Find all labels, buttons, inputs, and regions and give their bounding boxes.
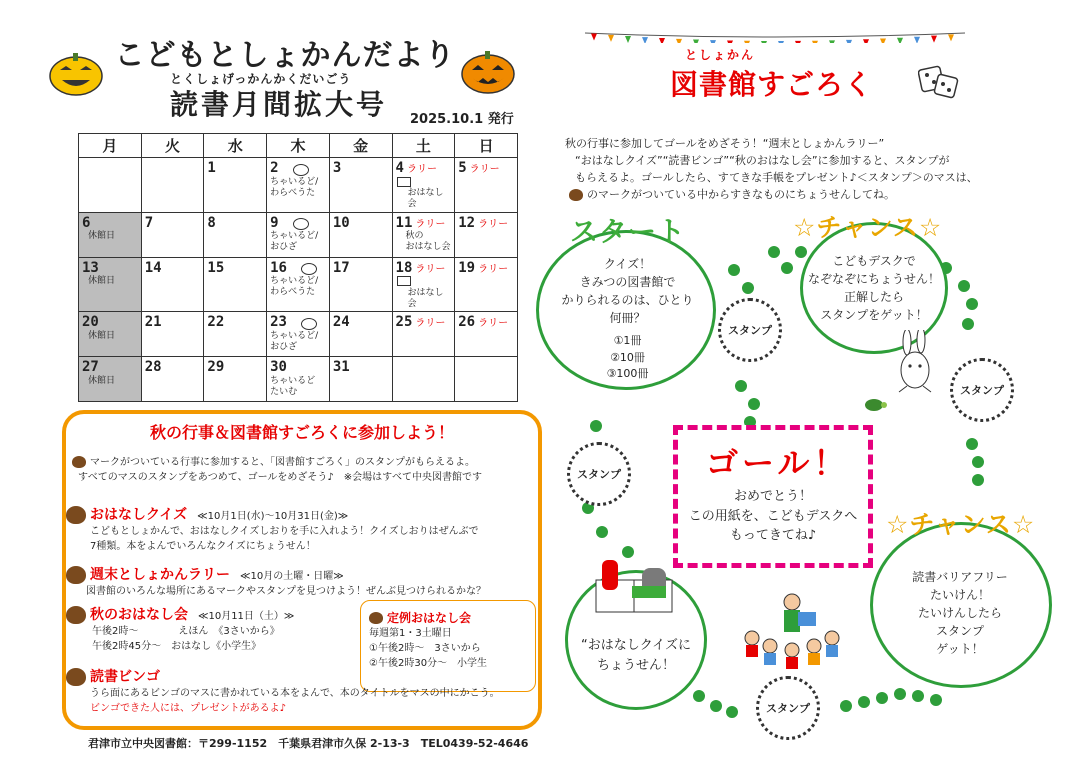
footer-address: 君津市立中央図書館：〒299-1152 千葉県君津市久保 2-13-3 TEL0439-52-4646 xyxy=(88,737,529,750)
calendar-day xyxy=(204,257,267,312)
stamp-space: スタンプ xyxy=(950,358,1014,422)
garland-flag xyxy=(948,34,954,41)
stamp-space: スタンプ xyxy=(567,442,631,506)
path-dot xyxy=(966,298,978,310)
day-number: 26 xyxy=(458,314,476,331)
garland-flag xyxy=(744,41,750,43)
rally-label: ラリー xyxy=(478,318,509,330)
sugoroku-title-ruby: としょかん xyxy=(685,48,756,62)
day-number: 29 xyxy=(207,359,225,376)
path-dot xyxy=(962,318,974,330)
day-number: 7 xyxy=(144,214,154,231)
autumn-title: 秋のおはなし会 xyxy=(90,607,188,623)
path-dot xyxy=(972,456,984,468)
bingo-title: 読書ビンゴ xyxy=(90,669,160,685)
autumn-line1: 午後2時～ えほん 《3さいから》 xyxy=(92,626,280,637)
teirei-line2: ①午後2時～ 3さいから xyxy=(369,643,481,654)
path-dot xyxy=(748,398,760,410)
calendar-day xyxy=(329,357,392,402)
sugoroku-intro-line2: “おはなしクイズ”“読書ビンゴ”“秋のおはなし会”に参加すると、スタンプが xyxy=(575,154,950,168)
calendar-day xyxy=(79,212,142,257)
rally-label: ラリー xyxy=(478,218,509,230)
garland-flag xyxy=(897,38,903,43)
calendar-day xyxy=(455,212,518,257)
day-number: 17 xyxy=(332,259,350,276)
day-number: 4 xyxy=(395,160,404,176)
turtle-illustration-icon xyxy=(862,396,888,416)
path-dot xyxy=(894,688,906,700)
garland-flag xyxy=(914,37,920,43)
chance-text-1: こどもデスクで なぞなぞにちょうせん！ 正解したら スタンプをゲット！ xyxy=(807,254,940,322)
calendar-day xyxy=(329,158,392,213)
calendar-event: 秋の おはなし会 xyxy=(405,231,451,253)
day-number: 3 xyxy=(332,160,342,176)
page-title: こどもとしょかんだより xyxy=(114,38,456,73)
autumn-line2: 午後2時45分～ おはなし《小学生》 xyxy=(92,641,262,652)
calendar-event: ちゃいるど/ わらべうた xyxy=(270,276,319,298)
weekday-header: 木 xyxy=(267,134,330,158)
calendar-day xyxy=(329,212,392,257)
rally-label: ラリー xyxy=(478,263,509,275)
calendar-week xyxy=(79,158,518,213)
path-dot xyxy=(693,690,705,702)
day-number: 31 xyxy=(332,359,350,376)
nut-icon xyxy=(66,506,86,524)
garland-flag xyxy=(591,33,597,40)
garland-flag xyxy=(795,41,801,43)
calendar-day xyxy=(204,357,267,402)
sugoroku-intro-line1: 秋の行事に参加してゴールをめざそう！“週末としょかんラリー” xyxy=(565,137,885,150)
path-dot xyxy=(972,474,984,486)
day-number: 15 xyxy=(207,259,225,276)
calendar-day xyxy=(329,312,392,357)
nut-icon xyxy=(66,668,86,686)
calendar-day xyxy=(141,212,204,257)
path-dot xyxy=(966,438,978,450)
goal-label: ゴール！ xyxy=(706,444,850,482)
path-dot xyxy=(781,262,793,274)
calendar-week xyxy=(79,312,518,357)
nut-icon xyxy=(369,612,383,624)
calendar-day xyxy=(79,158,142,213)
rally-title: 週末としょかんラリー xyxy=(90,567,230,583)
start-question: クイズ！ きみつの図書館で かりられるのは、ひとり 何冊？ xyxy=(561,257,694,325)
calendar-day xyxy=(141,312,204,357)
calendar-day xyxy=(79,257,142,312)
garland-flag xyxy=(693,40,699,43)
day-number: 18 xyxy=(395,259,413,276)
rally-label: ラリー xyxy=(406,164,437,175)
bingo-desc: うら面にあるビンゴのマスに書かれている本をよんで、本のタイトルをマスの中にかこう。 xyxy=(90,688,500,699)
day-number: 24 xyxy=(332,314,350,331)
calendar-day xyxy=(329,257,392,312)
speech-bubble-icon xyxy=(301,263,317,275)
speech-bubble-icon xyxy=(293,164,309,176)
calendar-event: ちゃいるど/ わらべうた xyxy=(270,176,319,198)
sugoroku-title: 図書館すごろく xyxy=(670,68,874,101)
calendar-day xyxy=(79,357,142,402)
calendar-day xyxy=(141,357,204,402)
calendar-day xyxy=(204,212,267,257)
garland-flag xyxy=(829,40,835,43)
issue-date: 2025.10.1 発行 xyxy=(410,112,514,127)
path-dot xyxy=(876,692,888,704)
day-number: 27 xyxy=(82,359,99,376)
garland-flag xyxy=(659,38,665,43)
day-number: 28 xyxy=(144,359,162,376)
rally-label: ラリー xyxy=(415,263,446,275)
day-number: 13 xyxy=(82,259,99,276)
calendar-day xyxy=(204,312,267,357)
rally-desc: 図書館のいろんな場所にあるマークやスタンプを見つけよう！ぜんぶ見つけられるかな？ xyxy=(86,586,486,597)
quiz-title: おはなしクイズ xyxy=(90,507,188,523)
path-dot xyxy=(622,546,634,558)
garland-flag xyxy=(608,35,614,42)
chance-text-2: 読書バリアフリー たいけん！ たいけんしたら スタンプ ゲット！ xyxy=(912,570,1008,656)
subtitle-ruby: とくしょげっかんかくだいごう xyxy=(170,72,352,86)
events-intro xyxy=(72,455,537,485)
garland-flag xyxy=(812,41,818,43)
garland-flag xyxy=(880,39,886,43)
events-intro-line1: マークがついている行事に参加すると、「図書館すごろく」のスタンプがもらえるよ。 xyxy=(90,457,475,468)
teirei-title: 定例おはなし会 xyxy=(387,611,472,625)
holiday-label: 休館日 xyxy=(88,276,116,287)
garland-flag xyxy=(642,37,648,43)
rabbit-illustration-icon xyxy=(885,330,945,404)
calendar-day xyxy=(267,312,330,357)
teirei-line1: 毎週第1・3土曜日 xyxy=(369,628,452,639)
garland-flag xyxy=(778,41,784,43)
quiz-desc: こどもとしょかんで、おはなしクイズしおりを手に入れよう！クイズしおりはぜんぶで 7種類。本をよんでいろんなクイズにちょうせん！ xyxy=(90,526,479,552)
bingo-prize: ビンゴできた人には、プレゼントがあるよ♪ xyxy=(90,703,286,714)
calendar-day xyxy=(455,158,518,213)
sugoroku-intro-line4: のマークがついている中からすきなものにちょうせんしてね。 xyxy=(587,188,895,202)
day-number: 9 xyxy=(270,214,279,231)
speech-bubble-icon xyxy=(301,318,317,330)
path-dot xyxy=(590,420,602,432)
calendar-day xyxy=(141,158,204,213)
path-dot xyxy=(735,380,747,392)
rally-label: ラリー xyxy=(415,318,446,330)
event-quiz xyxy=(66,504,536,554)
day-number: 22 xyxy=(207,314,225,331)
garland-flag xyxy=(710,40,716,43)
day-number: 11 xyxy=(395,214,413,231)
path-dot xyxy=(840,700,852,712)
stamp-space: スタンプ xyxy=(718,298,782,362)
garland-flag xyxy=(761,41,767,43)
garland-flag xyxy=(846,40,852,43)
book-icon xyxy=(397,276,411,286)
rally-label: ラリー xyxy=(415,218,446,230)
book-icon xyxy=(397,177,411,187)
sugoroku-intro-line3: もらえるよ。ゴールしたら、すてきな手帳をプレゼント♪＜スタンプ＞のマスは、 xyxy=(575,171,978,185)
subtitle: 読書月間拡大号 xyxy=(170,88,388,121)
path-dot xyxy=(858,696,870,708)
chance-label-2: ☆チャンス☆ xyxy=(886,510,1036,539)
book-illustration-icon xyxy=(592,560,676,620)
garland-flag xyxy=(727,40,733,43)
nut-icon xyxy=(72,456,86,468)
teirei-line3: ②午後2時30分～ 小学生 xyxy=(369,658,488,669)
calendar-event: ちゃいるど/ おひざ xyxy=(270,331,319,352)
holiday-label: 休館日 xyxy=(88,231,116,242)
calendar-event: ちゃいるど/ おひざ xyxy=(270,231,319,253)
path-dot xyxy=(710,700,722,712)
day-number: 12 xyxy=(458,214,476,231)
start-label: スタート xyxy=(570,215,687,248)
weekday-header: 月 xyxy=(79,134,142,158)
nut-icon xyxy=(66,606,86,624)
calendar-day xyxy=(392,212,455,257)
calendar-day xyxy=(267,158,330,213)
goal-text: おめでとう！ この用紙を、こどもデスクへ もってきてね♪ xyxy=(688,489,858,543)
day-number: 2 xyxy=(270,160,279,176)
path-dot xyxy=(726,706,738,718)
events-intro-line2: すべてのマスのスタンプをあつめて、ゴールをめざそう♪ ※会場はすべて中央図書館です xyxy=(78,472,482,483)
start-options: ①1冊 ②10冊 ③100冊 xyxy=(606,334,649,380)
calendar-day xyxy=(267,357,330,402)
calendar-day xyxy=(392,257,455,312)
calendar-day xyxy=(392,357,455,402)
sugoroku-intro xyxy=(565,135,1050,203)
path-dot xyxy=(930,694,942,706)
calendar-event: おはなし会 xyxy=(407,188,444,209)
rally-label: ラリー xyxy=(469,164,500,175)
dice-icon xyxy=(918,62,960,106)
calendar-day xyxy=(267,212,330,257)
event-rally xyxy=(66,564,536,599)
path-dot xyxy=(596,526,608,538)
calendar-event: おはなし会 xyxy=(407,287,444,309)
garland-flag xyxy=(625,36,631,43)
chance-label-1: ☆チャンス☆ xyxy=(793,213,943,242)
calendar-event: ちゃいるど たいむ xyxy=(270,376,316,397)
weekday-header: 日 xyxy=(455,134,518,158)
speech-bubble-icon xyxy=(293,218,309,230)
path-dot xyxy=(768,246,780,258)
garland-decoration xyxy=(585,28,965,40)
path-dot xyxy=(958,280,970,292)
holiday-label: 休館日 xyxy=(88,331,116,342)
nut-icon xyxy=(569,189,583,201)
path-dot xyxy=(912,690,924,702)
nut-icon xyxy=(66,566,86,584)
calendar-week xyxy=(79,357,518,402)
day-number: 21 xyxy=(144,314,162,331)
calendar-day xyxy=(455,312,518,357)
calendar-day xyxy=(455,357,518,402)
path-dot xyxy=(728,264,740,276)
storytime-illustration-icon xyxy=(742,588,842,678)
calendar-day xyxy=(392,158,455,213)
event-bingo xyxy=(66,666,536,716)
day-number: 23 xyxy=(270,314,287,331)
events-box-title: 秋の行事＆図書館すごろくに参加しよう！ xyxy=(149,423,454,442)
garland-flag xyxy=(676,39,682,43)
calendar-day xyxy=(141,257,204,312)
garland-flag xyxy=(863,39,869,43)
event-autumn xyxy=(66,604,366,654)
day-number: 30 xyxy=(270,359,287,376)
day-number: 8 xyxy=(207,214,216,231)
day-number: 10 xyxy=(332,214,350,231)
day-number: 20 xyxy=(82,314,99,331)
quiz-period: ≪10月1日(水)～10月31日(金)≫ xyxy=(197,511,349,522)
garland-flag xyxy=(931,36,937,43)
calendar-day xyxy=(455,257,518,312)
rally-period: ≪10月の土曜・日曜≫ xyxy=(240,571,344,582)
calendar xyxy=(78,133,518,402)
weekday-header: 土 xyxy=(392,134,455,158)
holiday-label: 休館日 xyxy=(88,376,116,387)
day-number: 5 xyxy=(458,160,467,176)
day-number: 14 xyxy=(144,259,162,276)
day-number: 19 xyxy=(458,259,476,276)
autumn-period: ≪10月11日（土）≫ xyxy=(198,611,295,622)
calendar-day xyxy=(204,158,267,213)
weekday-header: 金 xyxy=(329,134,392,158)
weekday-header: 火 xyxy=(141,134,204,158)
day-number: 6 xyxy=(82,214,91,231)
calendar-day xyxy=(79,312,142,357)
weekday-header: 水 xyxy=(204,134,267,158)
stamp-space: スタンプ xyxy=(756,676,820,740)
calendar-week xyxy=(79,212,518,257)
calendar-week xyxy=(79,257,518,312)
day-number: 16 xyxy=(270,259,287,276)
calendar-day xyxy=(392,312,455,357)
path-dot xyxy=(742,282,754,294)
quiz-space-text: “おはなしクイズに ちょうせん！ xyxy=(581,638,691,673)
day-number: 1 xyxy=(207,160,216,176)
day-number: 25 xyxy=(395,314,413,331)
calendar-day xyxy=(267,257,330,312)
